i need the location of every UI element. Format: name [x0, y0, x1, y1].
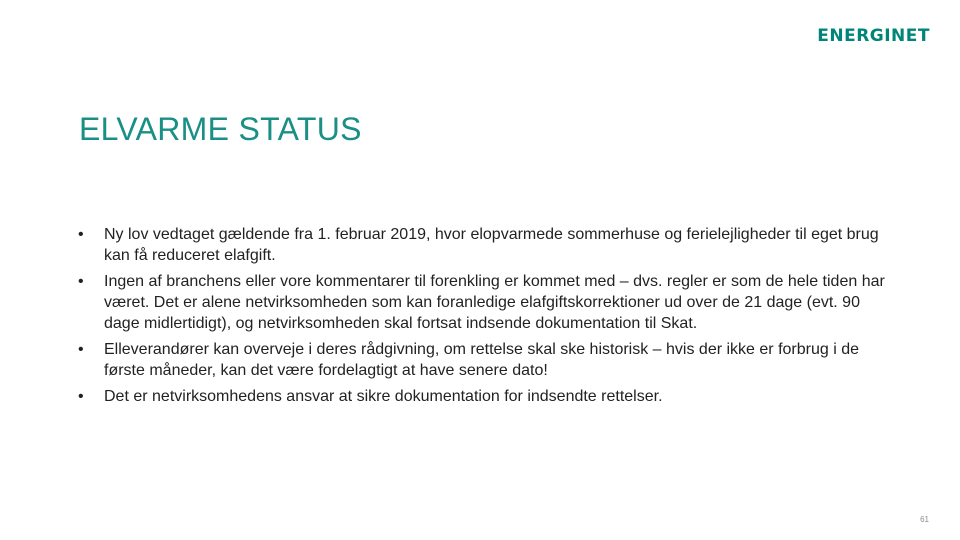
bullet-text: Ingen af branchens eller vore kommentarer til forenkling er kommet med – dvs. regler er som de hele tiden har været. Det er alene netvirksomheden som kan foranledige elafgiftskorrektioner ud over de 21 dage (evt. 90 dage midlertidigt), og netvirksomheden skal fortsat indsende dokumentation til Skat. — [104, 273, 885, 332]
bullet-text: Elleverandører kan overveje i deres rådgivning, om rettelse skal ske historisk – hvis der ikke er forbrug i de første måneder, kan det være fordelagtigt at have senere dato! — [104, 341, 859, 379]
bullet-dot: • — [78, 273, 84, 290]
bullet-dot: • — [78, 341, 84, 358]
slide-title: ELVARME STATUS — [79, 111, 362, 147]
bullet-item — [78, 271, 898, 334]
bullet-text: Ny lov vedtaget gældende fra 1. februar 2019, hvor elopvarmede sommerhuse og ferielejligheder til eget brug kan få reduceret elafgift. — [104, 226, 879, 264]
page-number: 61 — [920, 515, 929, 524]
bullet-dot: • — [78, 388, 84, 405]
bullet-dot: • — [78, 226, 84, 243]
energinet-logo: ENERGINET — [817, 26, 930, 46]
bullet-text: Det er netvirksomhedens ansvar at sikre dokumentation for indsendte rettelser. — [104, 388, 663, 405]
bullet-list — [78, 224, 898, 412]
bullet-item — [78, 339, 898, 381]
bullet-item — [78, 386, 898, 407]
bullet-item — [78, 224, 898, 266]
